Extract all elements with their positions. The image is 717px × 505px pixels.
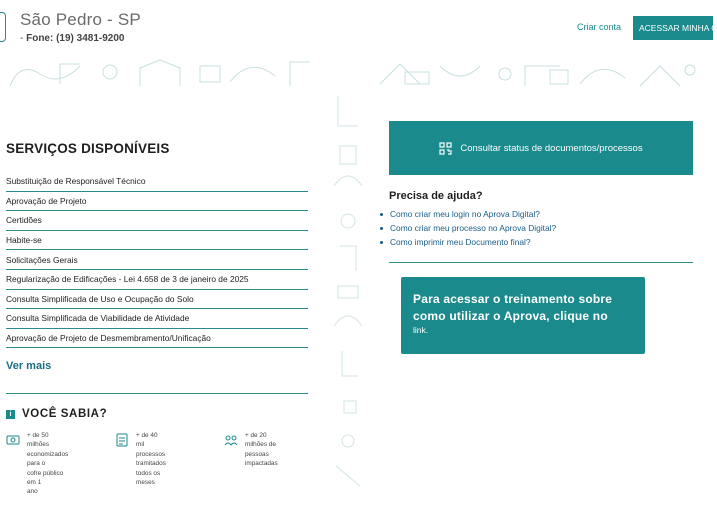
stat-line: + de 20 milhões de (245, 432, 276, 449)
service-item[interactable]: Aprovação de Projeto (6, 192, 308, 212)
help-link-text: Como imprimir meu Documento final? (390, 237, 531, 247)
stat-text (27, 431, 68, 497)
stat-text (136, 431, 166, 487)
service-item[interactable]: Habite-se (6, 231, 308, 251)
stat-text (245, 431, 278, 469)
bullet-icon (380, 213, 383, 216)
service-item[interactable]: Aprovação de Projeto de Desmembramento/Unificação (6, 329, 308, 349)
service-item[interactable]: Consulta Simplificada de Uso e Ocupação do Solo (6, 290, 308, 310)
site-header (0, 0, 717, 56)
service-item[interactable]: Regularização de Edificações - Lei 4.658 de 3 de janeiro de 2025 (6, 270, 308, 290)
divider (6, 393, 308, 394)
help-link-text: Como criar meu login no Aprova Digital? (390, 209, 540, 219)
training-card[interactable] (401, 277, 645, 354)
stat-line: cofre público em 1 (27, 469, 64, 487)
divider (389, 262, 693, 263)
bullet-icon (380, 241, 383, 244)
decorative-pattern-column (330, 56, 366, 500)
service-item[interactable]: Solicitações Gerais (6, 250, 308, 270)
service-item[interactable]: Substituição de Responsável Técnico (6, 172, 308, 192)
stat-line: + de 40 mil processos (136, 432, 166, 458)
city-logo[interactable] (0, 12, 6, 42)
see-more-link[interactable]: Ver mais (6, 360, 52, 372)
help-link-text: Como criar meu processo no Aprova Digital? (390, 223, 557, 233)
help-title: Precisa de ajuda? (389, 190, 483, 202)
services-list (6, 172, 308, 348)
service-item[interactable]: Certidões (6, 211, 308, 231)
training-text: Para acessar o treinamento sobre como utilizar o Aprova, clique no (413, 292, 613, 323)
create-account-link[interactable]: Criar conta (577, 22, 622, 32)
qr-code-icon (439, 142, 452, 155)
training-link[interactable]: link. (413, 325, 429, 335)
site-phone (20, 33, 125, 44)
service-item[interactable]: Consulta Simplificada de Viabilidade de Atividade (6, 309, 308, 329)
stat-line: ano (27, 488, 38, 496)
phone-number: Fone: (19) 3481-9200 (26, 33, 125, 44)
stat-line: + de 50 milhões (27, 432, 50, 449)
check-status-button[interactable] (389, 121, 693, 175)
stat-line: pessoas impactadas (245, 450, 278, 468)
help-link-print[interactable] (380, 235, 556, 249)
stat-line: tramitados todos os (136, 460, 166, 477)
access-account-button[interactable]: ACESSAR MINHA C (633, 16, 713, 40)
site-title: São Pedro - SP (20, 10, 141, 29)
info-icon: i (6, 410, 15, 419)
bullet-icon (380, 227, 383, 230)
phone-prefix: - (20, 33, 27, 44)
help-link-login[interactable] (380, 207, 556, 221)
did-you-know-title: VOCÊ SABIA? (22, 408, 108, 420)
help-links (380, 207, 556, 249)
help-link-process[interactable] (380, 221, 556, 235)
money-icon (6, 433, 20, 447)
document-icon (115, 433, 129, 447)
stat-line: meses (136, 479, 155, 487)
services-title: SERVIÇOS DISPONÍVEIS (6, 141, 170, 156)
check-status-label: Consultar status de documentos/processos (460, 142, 643, 154)
stat-line: economizados para o (27, 450, 69, 468)
people-icon (224, 433, 238, 447)
